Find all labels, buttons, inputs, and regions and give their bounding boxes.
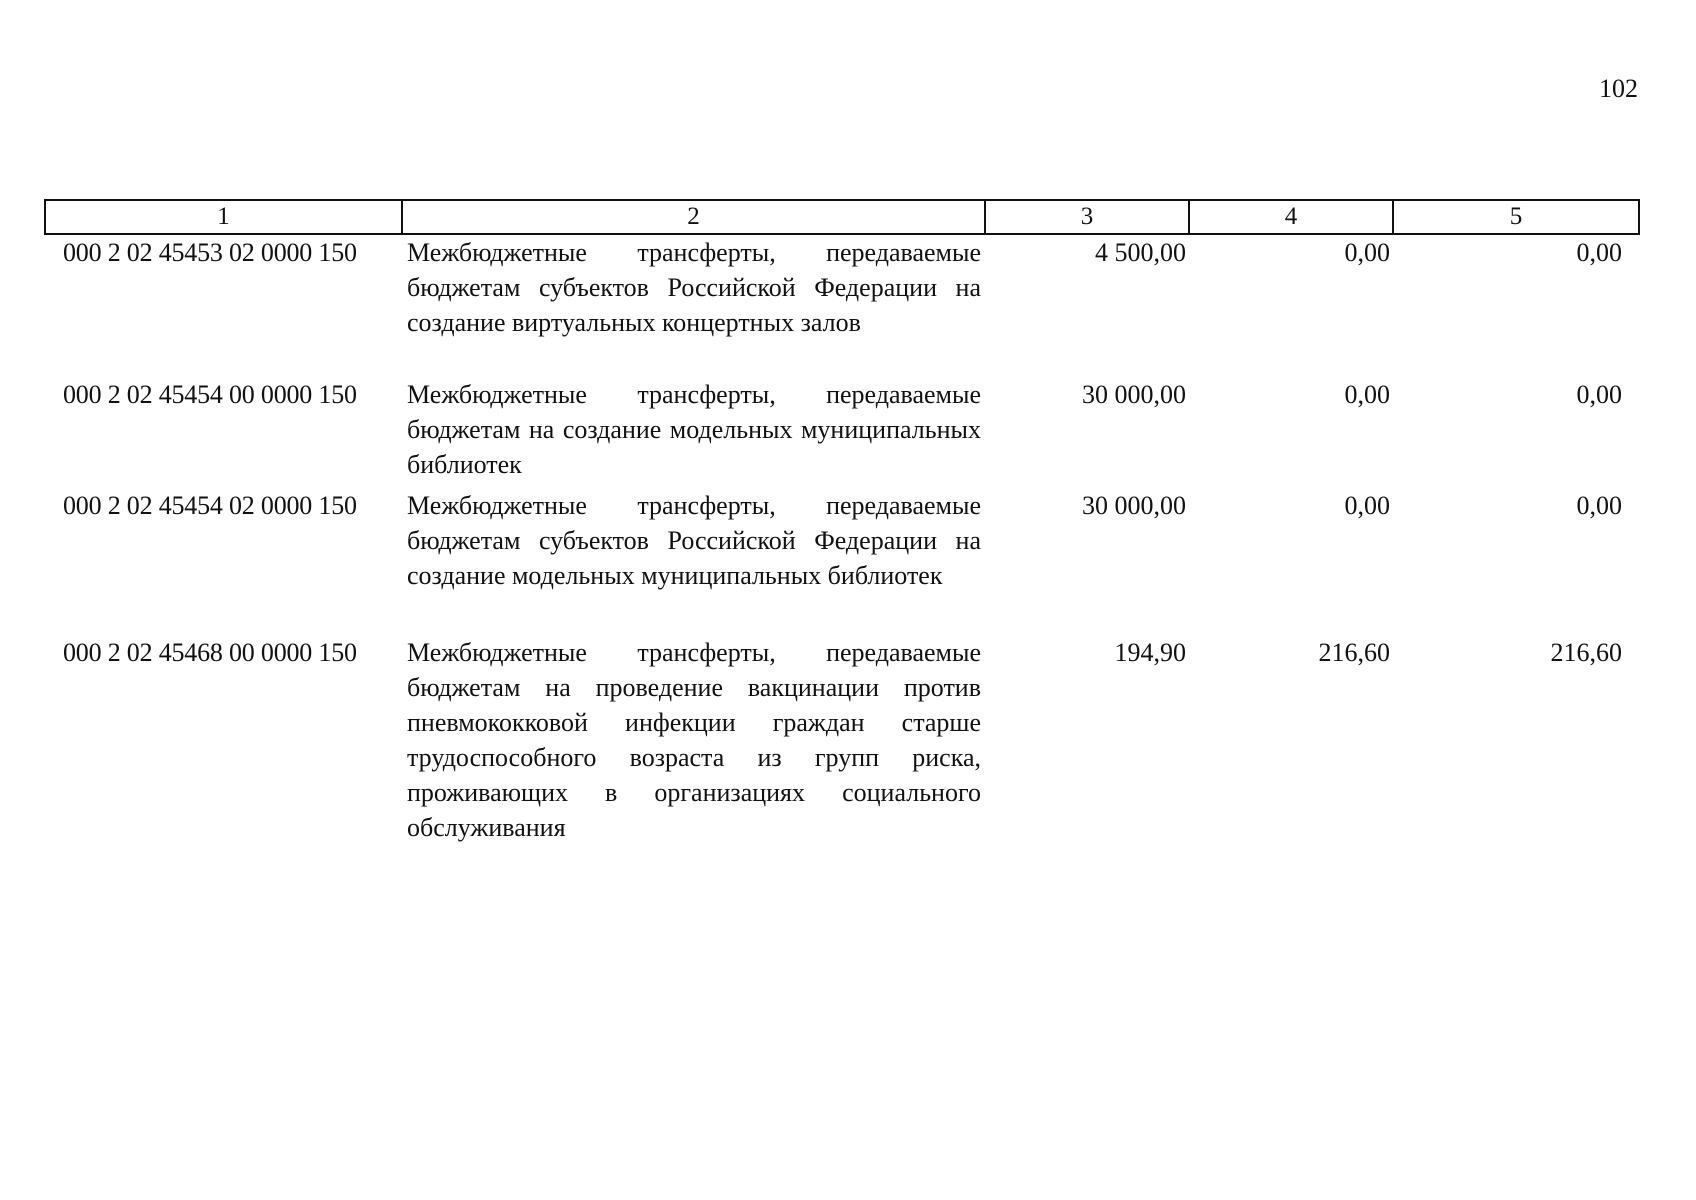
- value-column-4: 0,00: [1344, 238, 1390, 267]
- page-number: 102: [1599, 74, 1638, 103]
- table-body: [45, 234, 1639, 850]
- value-column-3: 194,90: [1114, 638, 1186, 667]
- value-column-5: 0,00: [1576, 238, 1622, 267]
- item-description: Межбюджетные трансферты, передаваемые бюджетам субъектов Российской Федерации на создание виртуальных концертных залов: [407, 238, 981, 337]
- budget-table: [44, 199, 1640, 850]
- column-header-3: 3: [985, 200, 1189, 234]
- table-row: [45, 234, 1639, 377]
- budget-code: 000 2 02 45453 02 0000 150: [63, 238, 357, 267]
- value-column-3: 30 000,00: [1082, 380, 1186, 409]
- column-header-2: 2: [402, 200, 985, 234]
- value-column-4: 216,60: [1318, 638, 1390, 667]
- value-column-4: 0,00: [1344, 380, 1390, 409]
- value-column-4: 0,00: [1344, 491, 1390, 520]
- budget-code: 000 2 02 45468 00 0000 150: [63, 638, 357, 667]
- value-column-5: 0,00: [1576, 491, 1622, 520]
- table-row: [45, 635, 1639, 850]
- item-description: Межбюджетные трансферты, передаваемые бюджетам на проведение вакцинации против пневмококковой инфекции граждан старше трудоспособного возраста из групп риска, проживающих в организациях социального обслуживания: [407, 638, 981, 842]
- value-column-5: 216,60: [1550, 638, 1622, 667]
- item-description: Межбюджетные трансферты, передаваемые бюджетам субъектов Российской Федерации на создание модельных муниципальных библиотек: [407, 491, 981, 590]
- budget-code: 000 2 02 45454 00 0000 150: [63, 380, 357, 409]
- value-column-3: 4 500,00: [1095, 238, 1186, 267]
- value-column-3: 30 000,00: [1082, 491, 1186, 520]
- column-header-1: 1: [45, 200, 402, 234]
- header-row: [45, 200, 1639, 234]
- column-header-5: 5: [1393, 200, 1639, 234]
- table-row: [45, 488, 1639, 635]
- budget-code: 000 2 02 45454 02 0000 150: [63, 491, 357, 520]
- table-header: [45, 200, 1639, 234]
- item-description: Межбюджетные трансферты, передаваемые бюджетам на создание модельных муниципальных библиотек: [407, 380, 981, 479]
- value-column-5: 0,00: [1576, 380, 1622, 409]
- table-row: [45, 377, 1639, 488]
- column-header-4: 4: [1189, 200, 1393, 234]
